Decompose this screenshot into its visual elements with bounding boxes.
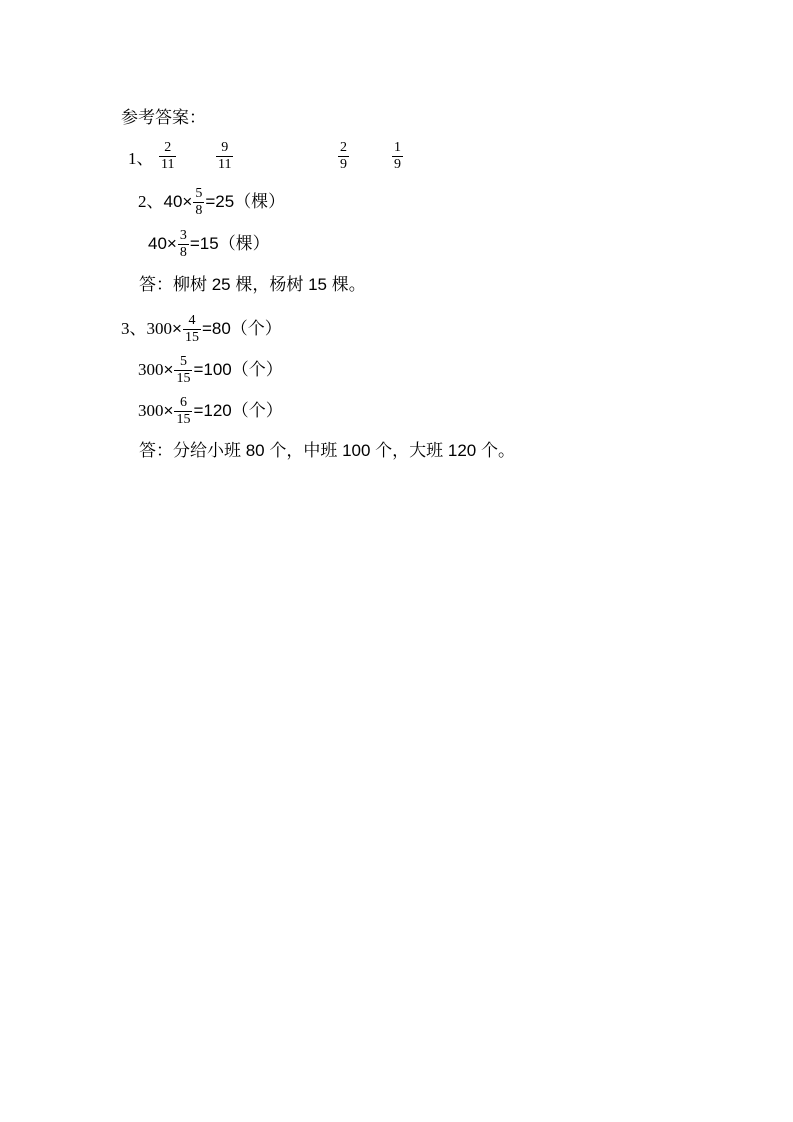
q3-equation-1 [121,313,282,346]
q2-eq1-fraction [193,186,204,219]
q3-eq3-unit: （个） [231,401,283,420]
q2-equation-2 [148,228,270,261]
q3-eq1-rhs: =80 [201,319,231,338]
q3-eq3-times: × [163,401,174,420]
q1-fraction-1-numerator: 2 [159,140,176,157]
q3-label: 3、 [121,319,147,338]
q2-answer: 答：柳树 25 棵，杨树 15 棵。 [139,275,366,294]
q3-eq3-lhs-number: 300 [138,401,164,420]
q3-eq1-unit: （个） [230,319,282,338]
q3-eq2-rhs: =100 [193,360,232,379]
q1-fraction-2-denominator: 11 [218,157,232,172]
q3-eq2-unit: （个） [231,360,283,379]
q2-label: 2、 [138,192,164,211]
q3-equation-2 [138,354,283,387]
q2-eq2-numerator: 3 [179,228,187,243]
q2-eq1-denominator: 8 [195,203,203,218]
q2-eq2-denominator: 8 [179,245,187,260]
q3-eq1-denominator: 15 [184,330,199,345]
q2-eq2-lhs: 40× [148,234,177,253]
q3-eq1-numerator: 4 [183,313,201,330]
q2-eq1-rhs: =25 [205,192,235,211]
q2-eq1-lhs: 40× [163,192,193,211]
q3-equation-3 [138,395,283,428]
q1-fraction-3-denominator: 9 [340,157,347,172]
q3-eq1-fraction [183,313,201,346]
q3-eq2-numerator: 5 [174,354,192,371]
q3-eq2-times: × [163,360,174,379]
q2-eq1-numerator: 5 [195,186,203,201]
q2-eq2-fraction [178,228,189,261]
q1-label: 1、 [128,149,154,168]
q1-fraction-4-numerator: 1 [394,140,401,155]
q1-fraction-4-denominator: 9 [394,157,401,172]
q1-fraction-3-numerator: 2 [340,140,347,155]
q3-eq2-denominator: 15 [176,371,191,386]
q1-fraction-4 [392,140,403,173]
q1-fraction-1 [159,140,176,173]
q3-answer: 答：分给小班 80 个，中班 100 个，大班 120 个。 [139,441,515,460]
q2-equation-1 [138,186,285,219]
q3-eq1-times: × [172,319,182,338]
q2-eq2-unit: （棵） [218,234,270,253]
q3-eq1-lhs-number: 300 [146,319,172,338]
q1-fraction-3 [338,140,349,173]
q3-eq2-fraction [174,354,192,387]
q3-eq3-rhs: =120 [193,401,232,420]
q3-eq2-lhs-number: 300 [138,360,164,379]
answer-key-title: 参考答案： [121,108,206,127]
q2-eq2-rhs: =15 [189,234,219,253]
q3-eq3-fraction [174,395,192,428]
q3-eq3-numerator: 6 [174,395,192,412]
q1-fraction-2 [216,140,233,173]
q2-eq1-unit: （棵） [234,192,286,211]
q1-fraction-1-denominator: 11 [161,157,175,172]
q3-eq3-denominator: 15 [176,412,191,427]
q1-fraction-2-numerator: 9 [216,140,233,157]
